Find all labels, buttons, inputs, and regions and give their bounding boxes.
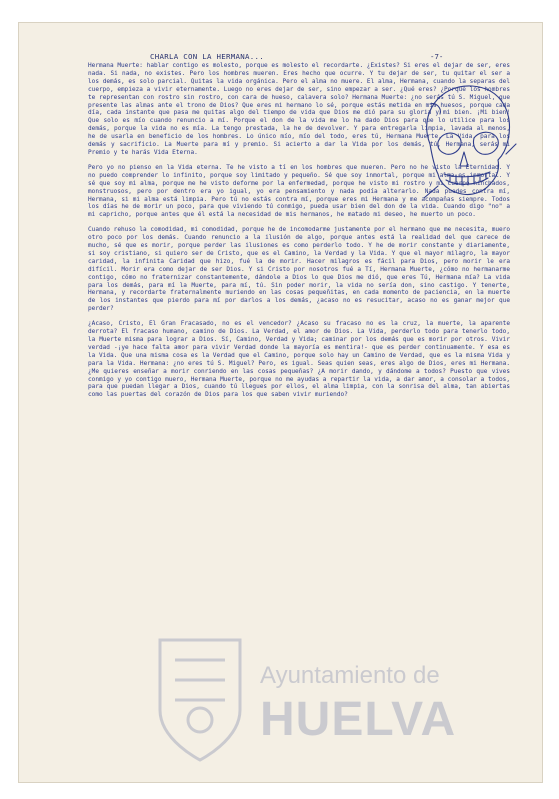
letter-body	[88, 62, 510, 406]
paragraph: Pero yo no pienso en la Vida eterna. Te he visto a tí en los hombres que mueren. Pero no he visto la Eternidad. Y no puedo comprender lo infinito, porque soy limitado y pequeño. Sé que soy inmortal, porque mi alma es inmortal. Y sé que soy mi alma, porque me he visto deforme por la enfermedad, porque he visto mi rostro y mi cuerpo hinchados, monstruosos, pero por dentro era yo igual, yo era pensamiento y nada podía alterarlo. Nada puedes contra mí, Hermana, si mi alma está limpia. Pero tú no estás contra mí, porque eres mi Hermana y me acompañas siempre. Todos los días he de morir un poco, para que viviendo tú conmigo, pueda usar bien del don de la vida. Cuando digo "no" a mi capricho, porque antes que él está la necesidad de mis hermanos, he matado mi deseo, he muerto un poco.	[88, 163, 510, 219]
watermark-line2: HUELVA	[260, 693, 457, 746]
page-number: -7-	[430, 52, 444, 61]
paragraph: Cuando rehuso la comodidad, mi comodidad, porque he de incomodarme justamente por el hermano que me necesita, muero otro poco por los demás. Cuando renuncio a la ilusión de algo, porque antes está la realidad del que carece de mucho, sé que es morir, porque perder las ilusiones es como perderlo todo. Y he de morir constante y diariamente, si soy cristiano, si quiero ser de Cristo, que es el Camino, la Verdad y la Vida. Y que el mayor milagro, la mayor caridad, la infinita Caridad que hizo, fué la de morir. Hacer milagros es fácil para Dios, pero morir le era difícil. Morir era como dejar de ser Dios. Y si Cristo por nosotros fué a Tí, Hermana Muerte, ¿cómo no hermanarme contigo, cómo no fraternizar constantemente, dándole a Dios lo que Dios me dió, que eres Tú, Hermana mía? La vida para los demás, para mí la Muerte, para mí, tú. Sin poder morir, la vida no sería don, sino castigo. Y tenerte, Hermana, y recordarte fraternalmente muriendo en las cosas pequeñitas, en cada momento de paciencia, en la muerte de los instantes que pierdo para mí por darlos a los demás, ¿acaso no es resucitar, acaso no es ganar mejor que perder?	[88, 226, 510, 313]
archive-watermark	[150, 630, 500, 770]
paragraph: Hermana Muerte: hablar contigo es molesto, porque es molesto el recordarte. ¿Existes? Si eres el dejar de ser, eres nada. Si nada, no existes. Pero los hombres mueren. Eres hecho que ocurre. Y tu dejar de ser, tu quitar el ser a los demás, es solo parcial. Quitas la vida orgánica. Pero el alma no muere. El alma, Hermana, cuando la separas del cuerpo, empieza a vivir eternamente. Luego no eres dejar de ser, sino empezar a ser. ¿Qué eres? ¿Porqué los hombres te representan con rostro sin rostro, con cara de hueso, calavera solo? Hermana Muerte: ¿no serás tú S. Miguel, que presente las almas ante el trono de Dios? Que eres mi hermano lo sé, porque estás metida en mis huesos, porque cada día, cada instante que pasa me quitas algo del tiempo de vida que Dios me dió para su gloria y mi bien. ¡Mi bien! Que solo es mío cuando renuncio a mí. Porque el don de la vida me lo ha dado Dios para que lo utilice para los demás, porque la vida no es mía. La tengo prestada, la he de devolver. Y para entregarla limpia, lavada al menos, he de usarla en beneficio de los hombres. Lo único mío, mío del todo, eres tú, Hermana Muerte. La Vida, para los demás y sacrificio. La Muerte para mí y premio. Si acierto a dar la Vida por los demás, tú, Hermana, serás mi Premio y te harás Vida Eterna.	[88, 62, 510, 156]
watermark-line1: Ayuntamiento de	[260, 662, 440, 689]
paragraph: ¿Acaso, Cristo, El Gran Fracasado, no es el vencedor? ¿Acaso su fracaso no es la cruz, la muerte, la aparente derrota? El fracaso humano, camino de Dios. La Verdad, el amor de Dios. La Vida, perderlo todo para tenerlo todo, la Muerte misma para lograr a Dios. Sí, Camino, Verdad y Vida; caminar por los demás que es morir por otros. Vivir verdad -¡ye hace falta amor para vivir Verdad donde la mayoría es mentira!- que es perder continuamente. Y esa es la Vida. Que una misma cosa es la Verdad que el Camino, porque solo hay un Camino de Verdad, que es la misma Vida y para la Vida. Hermana: ¿no eres tú S. Miguel? Pero, es igual. Seas quien seas, eres algo de Dios, eres mi Hermana. ¿Me quieres enseñar a morir conriendo en las cosas pequeñas? ¿A morir dando, y dándome a todos? Puesto que vives conmigo y yo contigo muero, Hermana Muerte, porque no me ayudas a repartir la vida, a dar amor, a consolar a todos, para que puedan llegar a Dios, cuando tú llegues por ellos, el alma limpia, con la sonrisa del alma, tan abiertas como las puertas del corazón de Dios para los que saben vivir muriendo?	[88, 320, 510, 399]
coat-of-arms-icon	[150, 630, 250, 770]
document-header: CHARLA CON LA HERMANA...	[150, 52, 264, 61]
